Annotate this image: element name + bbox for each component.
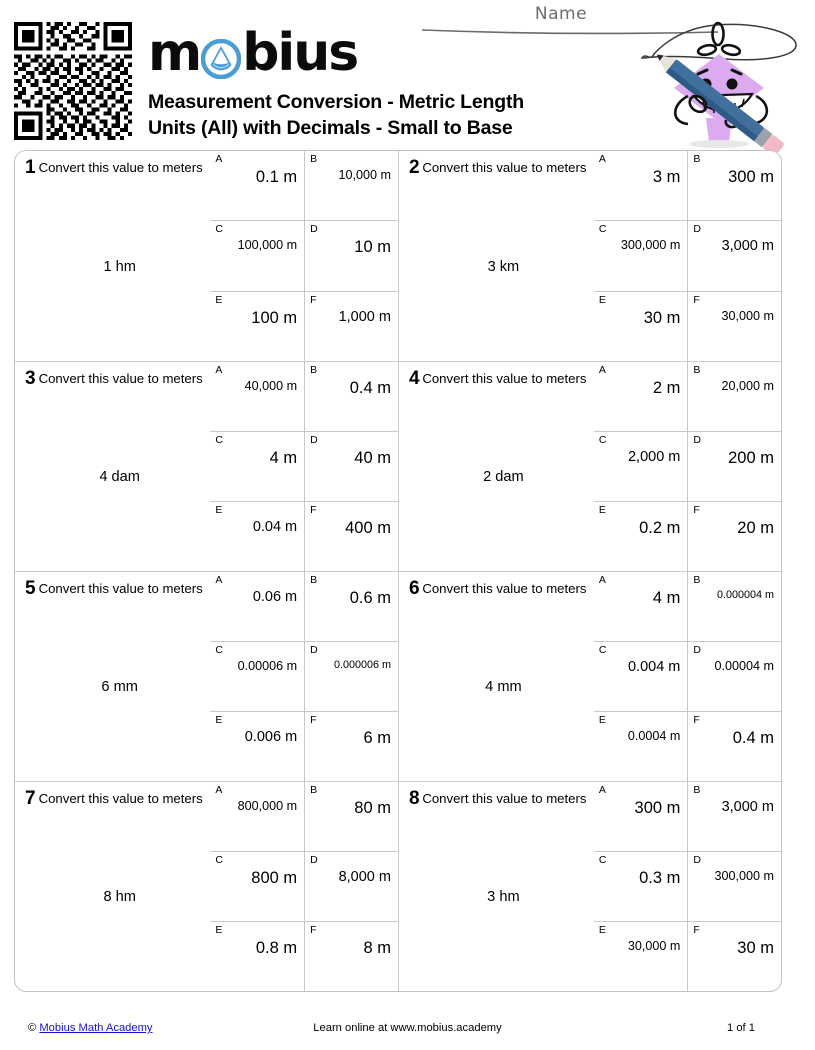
answer-value: 10 m bbox=[354, 238, 391, 257]
answer-value: 0.004 m bbox=[627, 659, 681, 675]
question-prompt bbox=[15, 151, 210, 361]
answer-value: 0.2 m bbox=[639, 519, 681, 537]
answer-value: 8 m bbox=[363, 939, 391, 957]
footer-page-number: 1 of 1 bbox=[727, 1022, 755, 1034]
answer-row bbox=[210, 782, 398, 851]
answer-option-b[interactable] bbox=[304, 362, 398, 431]
answer-value: 0.1 m bbox=[255, 168, 298, 186]
mascot-pencil-icon bbox=[636, 12, 806, 152]
answer-value: 8,000 m bbox=[338, 869, 391, 885]
answer-letter: B bbox=[310, 784, 318, 796]
question-value: 6 mm bbox=[101, 678, 138, 695]
title-line-2: Units (All) with Decimals - Small to Base bbox=[148, 116, 513, 139]
question-prompt bbox=[15, 572, 210, 781]
answer-row bbox=[210, 151, 398, 220]
question-value: 2 dam bbox=[483, 468, 524, 485]
answer-value: 0.8 m bbox=[255, 939, 298, 957]
answer-option-f[interactable] bbox=[304, 922, 398, 991]
answer-letter: D bbox=[693, 644, 701, 656]
answer-option-a[interactable] bbox=[594, 151, 688, 220]
question-prompt bbox=[399, 151, 594, 361]
answer-value: 0.6 m bbox=[349, 589, 391, 607]
answer-option-e[interactable] bbox=[594, 712, 688, 781]
answer-row bbox=[594, 641, 781, 711]
name-label: Name bbox=[534, 4, 588, 24]
question-number: 4 bbox=[409, 368, 420, 389]
answer-value: 3 m bbox=[652, 168, 681, 186]
answer-options bbox=[210, 782, 398, 991]
answer-value: 300,000 m bbox=[620, 238, 681, 253]
answer-value: 800,000 m bbox=[237, 799, 298, 813]
answer-row bbox=[594, 291, 781, 361]
answer-options bbox=[210, 151, 398, 361]
answer-letter: B bbox=[310, 574, 318, 586]
answer-row bbox=[210, 362, 398, 431]
question-prompt bbox=[399, 782, 594, 991]
answer-option-e[interactable] bbox=[210, 712, 304, 781]
answer-value: 0.4 m bbox=[732, 729, 774, 747]
answer-value: 800 m bbox=[251, 869, 298, 887]
answer-option-c[interactable] bbox=[210, 432, 304, 501]
answer-value: 100 m bbox=[251, 308, 298, 327]
answer-letter: E bbox=[215, 924, 223, 936]
question-instruction: Convert this value to meters bbox=[422, 581, 587, 596]
answer-row bbox=[210, 572, 398, 641]
answer-letter: B bbox=[693, 784, 701, 796]
answer-option-f[interactable] bbox=[304, 712, 398, 781]
question-value: 4 mm bbox=[485, 678, 522, 695]
answer-options bbox=[594, 362, 781, 571]
question-row bbox=[15, 151, 781, 361]
answer-value: 0.00006 m bbox=[237, 659, 298, 673]
question-number: 1 bbox=[25, 157, 36, 178]
question-number: 6 bbox=[409, 578, 420, 599]
answer-option-e[interactable] bbox=[594, 502, 688, 571]
question-block-1 bbox=[15, 151, 398, 361]
answer-row bbox=[594, 921, 781, 991]
answer-letter: B bbox=[310, 364, 318, 376]
answer-option-e[interactable] bbox=[210, 292, 304, 361]
answer-letter: B bbox=[693, 364, 701, 376]
answer-option-d[interactable] bbox=[304, 432, 398, 501]
question-number: 3 bbox=[25, 368, 36, 389]
answer-value: 0.00004 m bbox=[714, 659, 774, 673]
question-block-3 bbox=[15, 362, 398, 571]
question-prompt bbox=[15, 782, 210, 991]
answer-value: 0.000004 m bbox=[716, 589, 774, 601]
answer-option-f[interactable] bbox=[687, 922, 781, 991]
question-row bbox=[15, 781, 781, 991]
answer-value: 2 m bbox=[652, 379, 681, 397]
answer-row bbox=[594, 431, 781, 501]
answer-value: 300 m bbox=[728, 168, 774, 186]
question-instruction: Convert this value to meters bbox=[422, 371, 587, 386]
answer-letter: A bbox=[215, 153, 223, 165]
answer-row bbox=[594, 711, 781, 781]
answer-letter: B bbox=[310, 153, 318, 165]
answer-option-e[interactable] bbox=[210, 922, 304, 991]
answer-letter: D bbox=[693, 854, 701, 866]
answer-option-c[interactable] bbox=[594, 432, 688, 501]
answer-letter: E bbox=[598, 924, 606, 936]
answer-option-f[interactable] bbox=[304, 502, 398, 571]
answer-letter: C bbox=[598, 223, 607, 236]
question-instruction: Convert this value to meters bbox=[38, 581, 203, 596]
answer-letter: E bbox=[598, 293, 606, 306]
answer-option-e[interactable] bbox=[210, 502, 304, 571]
answer-option-f[interactable] bbox=[687, 502, 781, 571]
answer-option-b[interactable] bbox=[304, 151, 398, 220]
question-row bbox=[15, 361, 781, 571]
answer-row bbox=[210, 501, 398, 571]
mobius-o-swirl-icon bbox=[201, 36, 241, 76]
answer-letter: F bbox=[310, 504, 317, 516]
answer-letter: F bbox=[693, 504, 700, 516]
answer-letter: F bbox=[310, 293, 317, 306]
answer-row bbox=[594, 851, 781, 921]
answer-value: 400 m bbox=[345, 519, 391, 537]
question-number: 7 bbox=[25, 788, 36, 809]
answer-letter: A bbox=[598, 574, 606, 586]
answer-value: 0.0004 m bbox=[627, 729, 681, 743]
answer-option-b[interactable] bbox=[687, 151, 781, 220]
answer-value: 10,000 m bbox=[338, 168, 391, 182]
question-instruction: Convert this value to meters bbox=[422, 160, 587, 175]
answer-row bbox=[594, 220, 781, 290]
answer-value: 30,000 m bbox=[721, 308, 774, 323]
answer-value: 40,000 m bbox=[244, 379, 298, 393]
answer-value: 3,000 m bbox=[721, 238, 774, 255]
answer-value: 4 m bbox=[269, 449, 298, 467]
question-block-6 bbox=[398, 572, 781, 781]
question-number: 8 bbox=[409, 788, 420, 809]
answer-option-c[interactable] bbox=[594, 852, 688, 921]
answer-row bbox=[594, 362, 781, 431]
answer-value: 2,000 m bbox=[627, 449, 681, 465]
answer-option-a[interactable] bbox=[210, 362, 304, 431]
answer-row bbox=[210, 851, 398, 921]
answer-letter: E bbox=[215, 293, 223, 306]
answer-letter: E bbox=[215, 714, 223, 726]
answer-option-b[interactable] bbox=[304, 782, 398, 851]
question-block-2 bbox=[398, 151, 781, 361]
mobius-math-academy-link[interactable]: Mobius Math Academy bbox=[39, 1022, 153, 1034]
answer-value: 100,000 m bbox=[237, 238, 298, 253]
answer-value: 20 m bbox=[737, 519, 774, 537]
answer-option-c[interactable] bbox=[210, 852, 304, 921]
answer-letter: F bbox=[693, 293, 700, 306]
answer-row bbox=[594, 501, 781, 571]
answer-row bbox=[210, 431, 398, 501]
answer-value: 300,000 m bbox=[714, 869, 774, 883]
logo-text-pre: m bbox=[148, 23, 201, 83]
answer-option-b[interactable] bbox=[304, 572, 398, 641]
answer-value: 3,000 m bbox=[721, 799, 774, 815]
answer-letter: B bbox=[693, 153, 701, 165]
question-value: 8 hm bbox=[103, 888, 136, 905]
answer-letter: F bbox=[693, 924, 700, 936]
answer-value: 200 m bbox=[728, 449, 774, 467]
answer-value: 0.3 m bbox=[639, 869, 681, 887]
answer-option-b[interactable] bbox=[687, 572, 781, 641]
answer-letter: C bbox=[598, 434, 607, 446]
answer-row bbox=[594, 782, 781, 851]
logo-wordmark bbox=[148, 23, 358, 83]
footer-learn-online: Learn online at www.mobius.academy bbox=[313, 1022, 502, 1034]
question-block-5 bbox=[15, 572, 398, 781]
answer-option-c[interactable] bbox=[210, 221, 304, 290]
question-value: 4 dam bbox=[99, 468, 140, 485]
answer-value: 6 m bbox=[363, 729, 391, 747]
answer-option-a[interactable] bbox=[594, 572, 688, 641]
worksheet-header bbox=[0, 0, 815, 148]
answer-options bbox=[594, 572, 781, 781]
answer-option-c[interactable] bbox=[594, 642, 688, 711]
answer-letter: D bbox=[693, 434, 701, 446]
answer-options bbox=[210, 362, 398, 571]
question-number: 2 bbox=[409, 157, 420, 178]
answer-option-d[interactable] bbox=[687, 221, 781, 290]
answer-letter: C bbox=[215, 223, 223, 236]
question-prompt bbox=[399, 362, 594, 571]
question-instruction: Convert this value to meters bbox=[38, 371, 203, 386]
question-block-7 bbox=[15, 782, 398, 991]
answer-row bbox=[210, 921, 398, 991]
answer-letter: C bbox=[598, 854, 607, 866]
answer-option-c[interactable] bbox=[210, 642, 304, 711]
answer-option-d[interactable] bbox=[304, 852, 398, 921]
answer-option-b[interactable] bbox=[687, 782, 781, 851]
answer-option-a[interactable] bbox=[594, 362, 688, 431]
question-block-4 bbox=[398, 362, 781, 571]
answer-option-d[interactable] bbox=[687, 432, 781, 501]
answer-letter: E bbox=[598, 504, 606, 516]
question-prompt bbox=[15, 362, 210, 571]
answer-letter: E bbox=[598, 714, 606, 726]
answer-row bbox=[594, 151, 781, 220]
answer-letter: F bbox=[310, 714, 317, 726]
copyright-symbol: © bbox=[28, 1022, 37, 1034]
answer-option-a[interactable] bbox=[210, 782, 304, 851]
questions-grid bbox=[14, 150, 782, 992]
answer-value: 300 m bbox=[634, 799, 681, 817]
answer-option-e[interactable] bbox=[594, 922, 688, 991]
answer-value: 30 m bbox=[643, 308, 681, 327]
question-value: 3 km bbox=[487, 258, 520, 275]
question-instruction: Convert this value to meters bbox=[38, 160, 203, 175]
answer-value: 30 m bbox=[737, 939, 774, 957]
answer-value: 30,000 m bbox=[627, 939, 681, 953]
answer-letter: A bbox=[598, 784, 606, 796]
question-row bbox=[15, 571, 781, 781]
answer-letter: E bbox=[215, 504, 223, 516]
answer-letter: F bbox=[693, 714, 700, 726]
answer-letter: C bbox=[215, 434, 223, 446]
page-title bbox=[148, 90, 618, 141]
answer-value: 1,000 m bbox=[338, 308, 391, 325]
question-block-8 bbox=[398, 782, 781, 991]
question-instruction: Convert this value to meters bbox=[422, 791, 587, 806]
answer-option-a[interactable] bbox=[210, 151, 304, 220]
answer-row bbox=[210, 711, 398, 781]
answer-letter: C bbox=[598, 644, 607, 656]
answer-letter: C bbox=[215, 854, 223, 866]
answer-option-d[interactable] bbox=[304, 221, 398, 290]
answer-letter: D bbox=[310, 854, 318, 866]
answer-option-f[interactable] bbox=[687, 712, 781, 781]
answer-value: 0.04 m bbox=[252, 519, 298, 535]
answer-options bbox=[210, 572, 398, 781]
answer-letter: D bbox=[310, 223, 318, 236]
answer-option-d[interactable] bbox=[304, 642, 398, 711]
answer-letter: A bbox=[215, 364, 223, 376]
answer-option-d[interactable] bbox=[687, 852, 781, 921]
answer-letter: F bbox=[310, 924, 317, 936]
qr-code-icon[interactable] bbox=[14, 22, 132, 140]
answer-option-c[interactable] bbox=[594, 221, 688, 290]
answer-row bbox=[594, 572, 781, 641]
answer-value: 0.06 m bbox=[252, 589, 298, 605]
answer-option-d[interactable] bbox=[687, 642, 781, 711]
answer-value: 20,000 m bbox=[721, 379, 774, 393]
answer-options bbox=[594, 151, 781, 361]
answer-options bbox=[594, 782, 781, 991]
answer-row bbox=[210, 291, 398, 361]
answer-value: 40 m bbox=[354, 449, 391, 467]
question-instruction: Convert this value to meters bbox=[38, 791, 203, 806]
answer-letter: D bbox=[693, 223, 701, 236]
question-number: 5 bbox=[25, 578, 36, 599]
answer-letter: B bbox=[693, 574, 701, 586]
answer-letter: A bbox=[598, 364, 606, 376]
answer-value: 0.4 m bbox=[349, 379, 391, 397]
question-value: 1 hm bbox=[103, 258, 136, 275]
answer-letter: D bbox=[310, 434, 318, 446]
question-prompt bbox=[399, 572, 594, 781]
answer-row bbox=[210, 641, 398, 711]
answer-option-f[interactable] bbox=[304, 292, 398, 361]
answer-letter: D bbox=[310, 644, 318, 656]
answer-value: 0.006 m bbox=[244, 729, 298, 745]
answer-option-a[interactable] bbox=[210, 572, 304, 641]
title-line-1: Measurement Conversion - Metric Length bbox=[148, 91, 524, 113]
answer-option-f[interactable] bbox=[687, 292, 781, 361]
question-value: 3 hm bbox=[487, 888, 520, 905]
answer-letter: A bbox=[215, 784, 223, 796]
answer-letter: A bbox=[215, 574, 223, 586]
answer-letter: A bbox=[598, 153, 606, 165]
answer-option-b[interactable] bbox=[687, 362, 781, 431]
answer-option-e[interactable] bbox=[594, 292, 688, 361]
answer-value: 0.000006 m bbox=[333, 659, 391, 671]
logo-text-post: bius bbox=[242, 23, 358, 83]
answer-letter: C bbox=[215, 644, 223, 656]
answer-value: 4 m bbox=[652, 589, 681, 607]
answer-row bbox=[210, 220, 398, 290]
answer-option-a[interactable] bbox=[594, 782, 688, 851]
answer-value: 80 m bbox=[354, 799, 391, 817]
